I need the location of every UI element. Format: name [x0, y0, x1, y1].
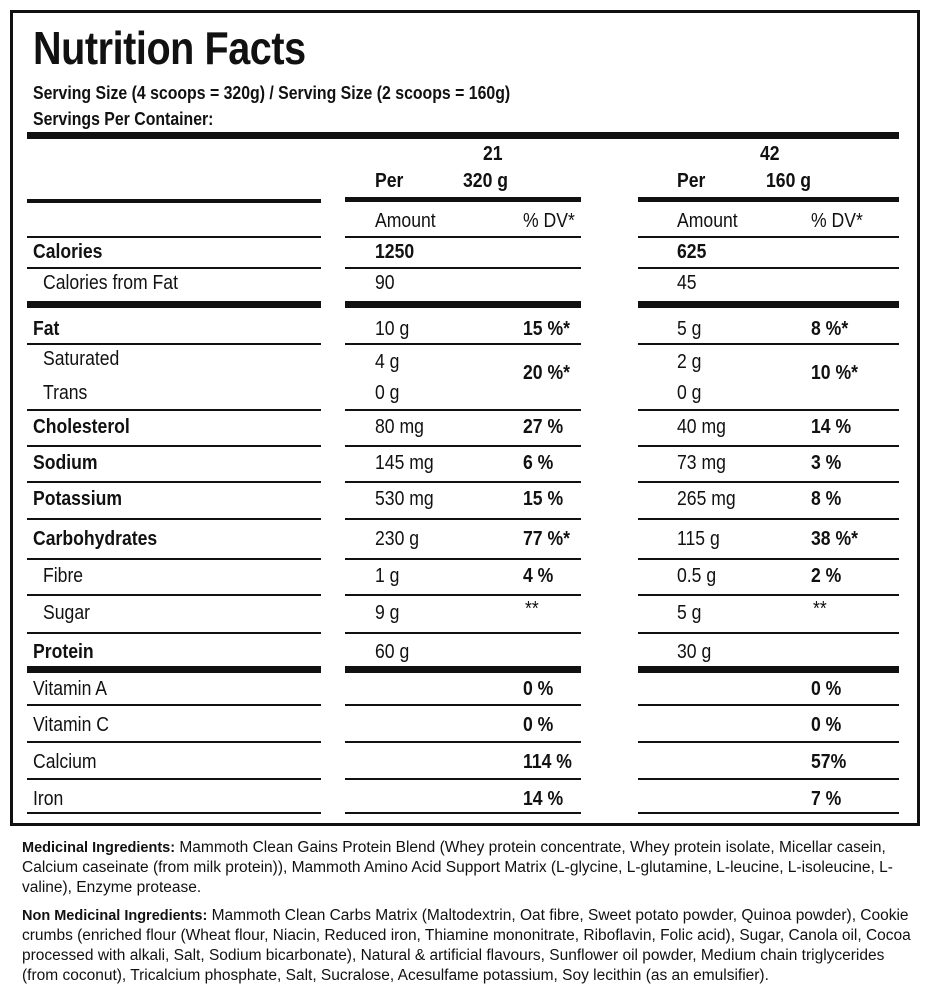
- row-vitamin-a-c1-dv: 0 %: [523, 678, 554, 700]
- row-sugar-c1-dv: **: [525, 598, 539, 620]
- row-calories-fat-label: Calories from Fat: [43, 272, 178, 294]
- row-potassium-c1-dv: 15 %: [523, 488, 564, 510]
- row-saturated-label: Saturated: [43, 348, 120, 370]
- row-fibre-c2-amount: 0.5 g: [677, 565, 717, 587]
- col1-amount-header: Amount: [375, 210, 436, 232]
- row-saturated-c2-amount: 2 g: [677, 351, 702, 373]
- row-iron-c1-dv: 14 %: [523, 788, 564, 810]
- col2-amount-header: Amount: [677, 210, 738, 232]
- row-cholesterol-c1-dv: 27 %: [523, 416, 564, 438]
- row-fibre-label: Fibre: [43, 565, 84, 587]
- row-fat-label: Fat: [33, 318, 60, 340]
- row-sodium-c1-dv: 6 %: [523, 452, 554, 474]
- row-carbohydrates-c2-dv: 38 %*: [811, 528, 858, 550]
- row-cholesterol-c1-amount: 80 mg: [375, 416, 424, 438]
- row-fat-c2-amount: 5 g: [677, 318, 702, 340]
- row-iron-label: Iron: [33, 788, 64, 810]
- row-fat-c1-amount: 10 g: [375, 318, 410, 340]
- row-protein-c2-amount: 30 g: [677, 641, 712, 663]
- row-calories-c2: 625: [677, 241, 707, 263]
- row-sat-trans-c2-dv: 10 %*: [811, 362, 858, 384]
- row-calcium-label: Calcium: [33, 751, 97, 773]
- row-fat-c1-dv: 15 %*: [523, 318, 570, 340]
- medicinal-ingredients-text: Mammoth Clean Gains Protein Blend (Whey protein concentrate, Whey protein isolate, Micellar casein, Calcium caseinate (from milk protein)), Mammoth Amino Acid Support Matrix (L-glycine, L-glutamine, L-leucine, L-isoleucine, L-valine), Enzyme protease.: [22, 839, 893, 896]
- row-sat-trans-c1-dv: 20 %*: [523, 362, 570, 384]
- row-iron-c2-dv: 7 %: [811, 788, 842, 810]
- row-sugar-c2-amount: 5 g: [677, 602, 702, 624]
- row-calories-fat-c1: 90: [375, 272, 395, 294]
- row-cholesterol-c2-dv: 14 %: [811, 416, 852, 438]
- row-trans-label: Trans: [43, 382, 88, 404]
- row-protein-label: Protein: [33, 641, 94, 663]
- row-potassium-c2-amount: 265 mg: [677, 488, 736, 510]
- non-medicinal-ingredients-text: Mammoth Clean Carbs Matrix (Maltodextrin, Oat fibre, Sweet potato powder, Quinoa powder), Cookie crumbs (enriched flour (Wheat flour, Niacin, Reduced iron, Thiamine mononitrate, Riboflavin, Folic acid), Sugar, Canola oil, Cocoa processed with alkali, Salt, Sodium bicarbonate), Natural & artificial flavours, Sunflower oil powder, Medium chain triglycerides (from coconut), Tricalcium phosphate, Salt, Sucralose, Acesulfame potassium, Soy lecithin (as an emulsifier).: [22, 907, 911, 984]
- row-cholesterol-label: Cholesterol: [33, 416, 130, 438]
- col2-dv-header: % DV*: [811, 210, 863, 232]
- row-sodium-c2-dv: 3 %: [811, 452, 842, 474]
- row-calories-c1: 1250: [375, 241, 415, 263]
- row-calcium-c2-dv: 57%: [811, 751, 847, 773]
- row-sugar-c1-amount: 9 g: [375, 602, 400, 624]
- col1-per-label: Per: [375, 170, 404, 192]
- col1-servings: 21: [483, 143, 503, 165]
- row-potassium-label: Potassium: [33, 488, 123, 510]
- row-sodium-label: Sodium: [33, 452, 98, 474]
- non-medicinal-ingredients-label: Non Medicinal Ingredients:: [22, 908, 208, 924]
- row-vitamin-c-c1-dv: 0 %: [523, 714, 554, 736]
- row-saturated-c1-amount: 4 g: [375, 351, 400, 373]
- row-carbohydrates-c1-dv: 77 %*: [523, 528, 570, 550]
- row-carbohydrates-c2-amount: 115 g: [677, 528, 720, 550]
- servings-per-container: Servings Per Container:: [33, 109, 214, 129]
- row-vitamin-a-c2-dv: 0 %: [811, 678, 842, 700]
- row-fibre-c1-amount: 1 g: [375, 565, 400, 587]
- row-sodium-c2-amount: 73 mg: [677, 452, 726, 474]
- row-fat-c2-dv: 8 %*: [811, 318, 849, 340]
- row-calories-label: Calories: [33, 241, 103, 263]
- row-calories-fat-c2: 45: [677, 272, 697, 294]
- non-medicinal-ingredients: [22, 906, 922, 986]
- row-carbohydrates-c1-amount: 230 g: [375, 528, 420, 550]
- panel-title: Nutrition Facts: [33, 22, 306, 74]
- row-trans-c1-amount: 0 g: [375, 382, 400, 404]
- col1-dv-header: % DV*: [523, 210, 575, 232]
- row-vitamin-a-label: Vitamin A: [33, 678, 108, 700]
- row-potassium-c1-amount: 530 mg: [375, 488, 434, 510]
- row-sugar-label: Sugar: [43, 602, 90, 624]
- row-sodium-c1-amount: 145 mg: [375, 452, 434, 474]
- row-protein-c1-amount: 60 g: [375, 641, 410, 663]
- col2-servings: 42: [760, 143, 780, 165]
- medicinal-ingredients-label: Medicinal Ingredients:: [22, 840, 176, 856]
- col2-per-amount: 160 g: [766, 170, 812, 192]
- row-carbohydrates-label: Carbohydrates: [33, 528, 158, 550]
- medicinal-ingredients: [22, 838, 922, 898]
- row-sugar-c2-dv: **: [813, 598, 827, 620]
- row-vitamin-c-label: Vitamin C: [33, 714, 109, 736]
- row-cholesterol-c2-amount: 40 mg: [677, 416, 726, 438]
- row-vitamin-c-c2-dv: 0 %: [811, 714, 842, 736]
- serving-size: Serving Size (4 scoops = 320g) / Serving Size (2 scoops = 160g): [33, 83, 511, 103]
- row-trans-c2-amount: 0 g: [677, 382, 702, 404]
- row-fibre-c2-dv: 2 %: [811, 565, 842, 587]
- row-calcium-c1-dv: 114 %: [523, 751, 572, 773]
- row-potassium-c2-dv: 8 %: [811, 488, 842, 510]
- col2-per-label: Per: [677, 170, 706, 192]
- col1-per-amount: 320 g: [463, 170, 509, 192]
- row-fibre-c1-dv: 4 %: [523, 565, 554, 587]
